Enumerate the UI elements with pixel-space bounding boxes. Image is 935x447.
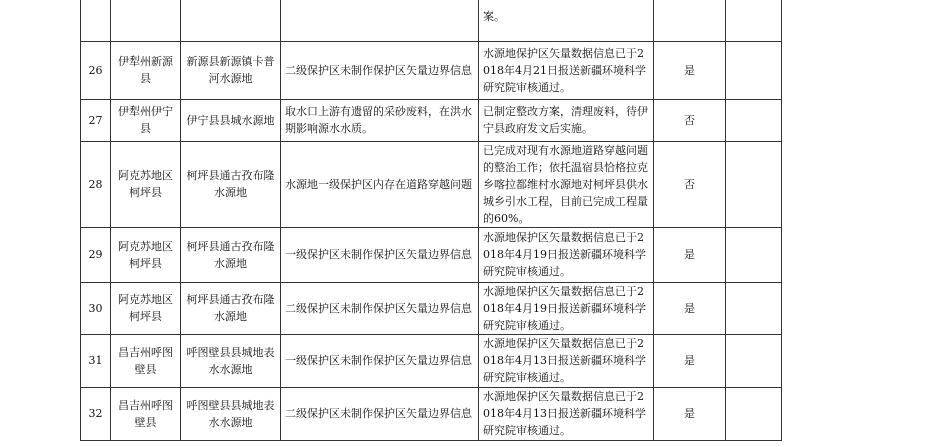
cell-blank — [726, 387, 782, 440]
cell-action: 水源地保护区矢量数据信息已于2018年4月13日报送新疆环境科学研究院审核通过。 — [479, 387, 654, 440]
cell-region: 阿克苏地区柯坪县 — [111, 227, 181, 282]
cell-blank — [726, 41, 782, 99]
cell-issue: 二级保护区未制作保护区矢量边界信息 — [281, 387, 479, 440]
table-row — [81, 227, 782, 282]
cell-issue: 二级保护区未制作保护区矢量边界信息 — [281, 41, 479, 99]
cell-no: 31 — [81, 334, 111, 387]
cell-action: 水源地保护区矢量数据信息已于2018年4月21日报送新疆环境科学研究院审核通过。 — [479, 41, 654, 99]
cell-no — [81, 0, 111, 41]
cell-action: 案。 — [479, 0, 654, 41]
cell-source: 伊宁县县城水源地 — [181, 99, 281, 141]
cell-done: 否 — [654, 141, 726, 227]
table-row — [81, 334, 782, 387]
cell-region: 昌吉州呼图壁县 — [111, 334, 181, 387]
cell-issue: 二级保护区未制作保护区矢量边界信息 — [281, 282, 479, 334]
table-row — [81, 99, 782, 141]
table-row — [81, 41, 782, 99]
cell-issue: 水源地一级保护区内存在道路穿越问题 — [281, 141, 479, 227]
cell-issue: 一级保护区未制作保护区矢量边界信息 — [281, 227, 479, 282]
cell-no: 30 — [81, 282, 111, 334]
cell-region: 阿克苏地区柯坪县 — [111, 282, 181, 334]
cell-done — [654, 0, 726, 41]
cell-issue: 取水口上游有遗留的采砂废料，在洪水期影响源水水质。 — [281, 99, 479, 141]
cell-source: 柯坪县通古孜布隆水源地 — [181, 227, 281, 282]
cell-region — [111, 0, 181, 41]
cell-source: 呼图壁县县城地表水水源地 — [181, 334, 281, 387]
cell-issue — [281, 0, 479, 41]
cell-done: 是 — [654, 334, 726, 387]
cell-blank — [726, 141, 782, 227]
cell-done: 是 — [654, 41, 726, 99]
cell-source: 柯坪县通古孜布隆水源地 — [181, 141, 281, 227]
cell-region: 昌吉州呼图壁县 — [111, 387, 181, 440]
cell-source: 新源县新源镇卡普河水源地 — [181, 41, 281, 99]
table-row — [81, 387, 782, 440]
cell-done: 是 — [654, 387, 726, 440]
cell-region: 伊犁州新源县 — [111, 41, 181, 99]
cell-source — [181, 0, 281, 41]
cell-blank — [726, 227, 782, 282]
cell-source: 呼图壁县县城地表水水源地 — [181, 387, 281, 440]
cell-no: 28 — [81, 141, 111, 227]
rectification-table — [80, 0, 782, 441]
cell-no: 27 — [81, 99, 111, 141]
cell-action: 水源地保护区矢量数据信息已于2018年4月13日报送新疆环境科学研究院审核通过。 — [479, 334, 654, 387]
cell-action: 水源地保护区矢量数据信息已于2018年4月19日报送新疆环境科学研究院审核通过。 — [479, 282, 654, 334]
cell-no: 32 — [81, 387, 111, 440]
cell-action: 水源地保护区矢量数据信息已于2018年4月19日报送新疆环境科学研究院审核通过。 — [479, 227, 654, 282]
table-row — [81, 282, 782, 334]
cell-blank — [726, 99, 782, 141]
cell-no: 29 — [81, 227, 111, 282]
cell-action: 已制定整改方案，清理废料，待伊宁县政府发文后实施。 — [479, 99, 654, 141]
cell-no: 26 — [81, 41, 111, 99]
cell-done: 是 — [654, 282, 726, 334]
cell-done: 是 — [654, 227, 726, 282]
cell-issue: 一级保护区未制作保护区矢量边界信息 — [281, 334, 479, 387]
cell-region: 伊犁州伊宁县 — [111, 99, 181, 141]
cell-done: 否 — [654, 99, 726, 141]
cell-blank — [726, 0, 782, 41]
table-row — [81, 141, 782, 227]
cell-action: 已完成对现有水源地道路穿越问题的整治工作；依托温宿县恰格拉克乡喀拉都维村水源地对柯坪县供水城乡引水工程，目前已完成工程量的60%。 — [479, 141, 654, 227]
cell-source: 柯坪县通古孜布隆水源地 — [181, 282, 281, 334]
cell-blank — [726, 334, 782, 387]
cell-region: 阿克苏地区柯坪县 — [111, 141, 181, 227]
cell-blank — [726, 282, 782, 334]
table-row-continued — [81, 0, 782, 41]
